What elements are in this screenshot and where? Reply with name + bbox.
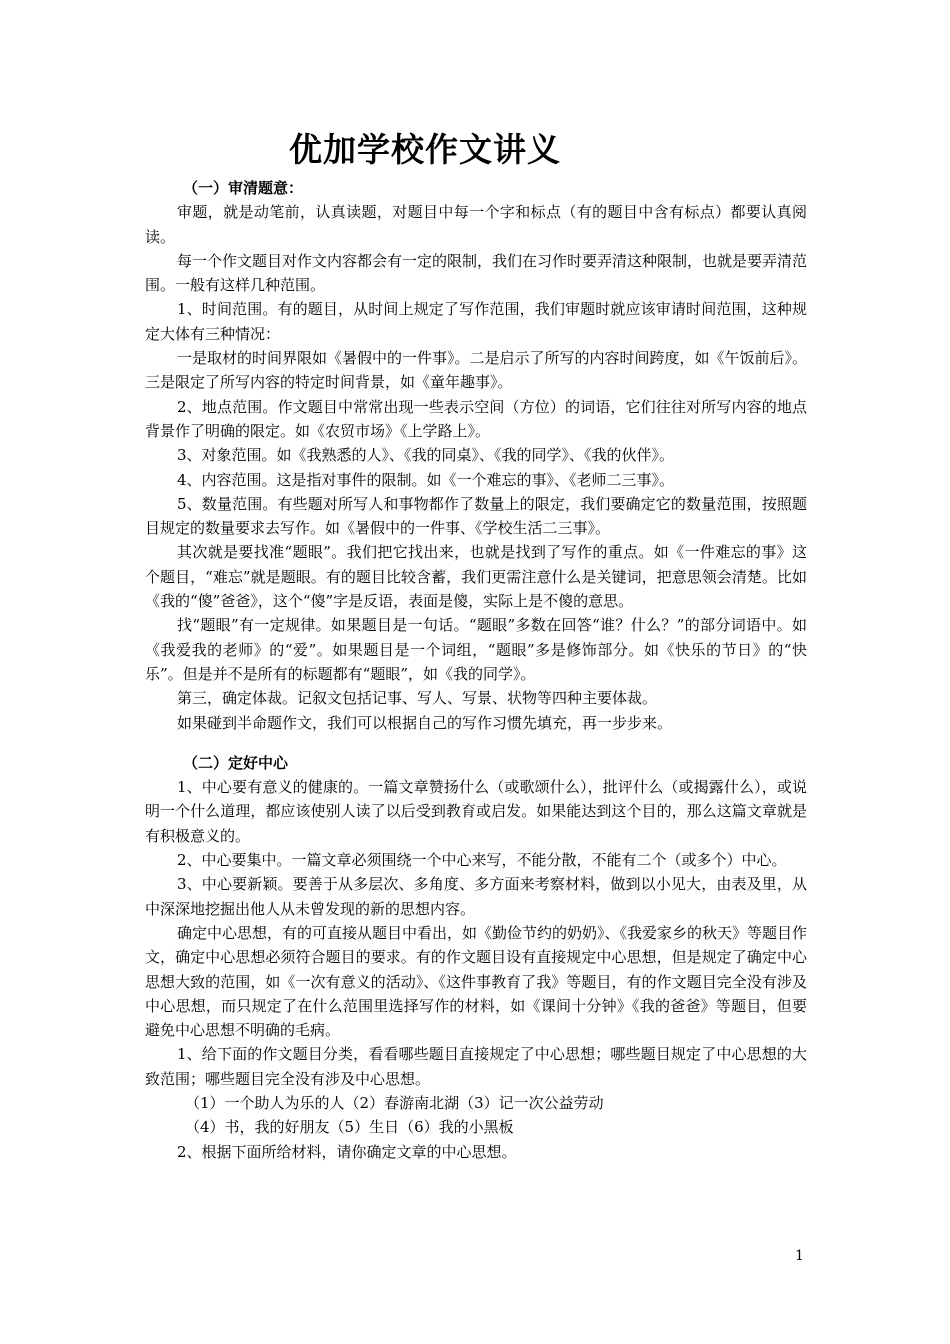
paragraph-gap: [145, 735, 807, 751]
document-title: 优加学校作文讲义: [289, 130, 561, 169]
paragraph: 1、中心要有意义的健康的。一篇文章赞扬什么（或歌颂什么），批评什么（或揭露什么），或说明一个什么道理，都应该使别人读了以后受到教育或启发。如果能达到这个目的，那么这篇文章就是有积极意义的。: [145, 778, 807, 845]
page-number: 1: [795, 1248, 804, 1264]
exercise-line: （4）书，我的好朋友（5）生日（6）我的小黑板: [185, 1118, 514, 1137]
paragraph: 其次就是要找准“题眼”。我们把它找出来，也就是找到了写作的重点。如《一件难忘的事》这个题目，“难忘”就是题眼。有的题目比较含蓄，我们更需注意什么是关键词，把意思领会清楚。比如《我的“傻”爸爸》，这个“傻”字是反语，表面是傻，实际上是不傻的意思。: [145, 543, 807, 611]
paragraph: 2、根据下面所给材料，请你确定文章的中心思想。: [177, 1142, 517, 1161]
paragraph: 3、中心要新颖。要善于从多层次、多角度、多方面来考察材料，做到以小见大，由表及里，从中深深地挖掘出他人从未曾发现的新的思想内容。: [145, 875, 807, 918]
paragraph: 1、时间范围。有的题目，从时间上规定了写作范围，我们审题时就应该审请时间范围，这种规定大体有三种情况：: [145, 300, 807, 343]
paragraph: 1、给下面的作文题目分类，看看哪些题目直接规定了中心思想；哪些题目规定了中心思想的大致范围；哪些题目完全没有涉及中心思想。: [145, 1045, 807, 1088]
exercise-line: （1）一个助人为乐的人（2）春游南北湖（3）记一次公益劳动: [185, 1093, 604, 1112]
section-heading: （二）定好中心: [183, 753, 289, 772]
paragraph: 2、地点范围。作文题目中常常出现一些表示空间（方位）的词语，它们往往对所写内容的地点背景作了明确的限定。如《农贸市场》《上学路上》。: [145, 397, 807, 440]
section-heading: （一）审清题意：: [183, 179, 304, 197]
paragraph: 2、中心要集中。一篇文章必须围绕一个中心来写，不能分散，不能有二个（或多个）中心。: [177, 851, 787, 870]
paragraph: 第三，确定体裁。记叙文包括记事、写人、写景、状物等四种主要体裁。: [177, 689, 658, 708]
paragraph: 每一个作文题目对作文内容都会有一定的限制，我们在习作时要弄清这种限制，也就是要弄清范围。一般有这样几种范围。: [145, 251, 808, 295]
paragraph: 确定中心思想，有的可直接从题目中看出，如《勤俭节约的奶奶》、《我爱家乡的秋天》等题目作文，确定中心思想必须符合题目的要求。有的作文题目设有直接规定中心思想，但是规定了确定中心思想大致的范围，如《一次有意义的活动》、《这件事教育了我》等题目，有的作文题目完全没有涉及中心思想，而只规定了在什么范围里选择写作的材料，如《课间十分钟》《我的爸爸》等题目，但要避免中心思想不明确的毛病。: [145, 923, 808, 1040]
document-body: [145, 176, 807, 1164]
paragraph: 审题，就是动笔前，认真读题，对题目中每一个字和标点（有的题目中含有标点）都要认真阅读。: [145, 203, 807, 246]
paragraph: 一是取材的时间界限如《暑假中的一件事》。二是启示了所写的内容时间跨度，如《午饭前后》。三是限定了所写内容的特定时间背景，如《童年趣事》。: [145, 349, 808, 392]
paragraph: 找“题眼”有一定规律。如果题目是一句话。“题眼”多数在回答“谁？什么？”的部分词语中。如《我爱我的老师》的“爱”。如果题目是一个词组，“题眼”多是修饰部分。如《快乐的节日》的“快乐”。但是并不是所有的标题都有“题眼”，如《我的同学》。: [145, 616, 807, 683]
paragraph: 3、对象范围。如《我熟悉的人》、《我的同桌》、《我的同学》、《我的伙伴》。: [177, 446, 675, 465]
paragraph: 如果碰到半命题作文，我们可以根据自己的写作习惯先填充，再一步步来。: [177, 713, 673, 732]
paragraph: 4、内容范围。这是指对事件的限制。如《一个难忘的事》、《老师二三事》。: [177, 470, 675, 489]
paragraph: 5、数量范围。有些题对所写人和事物都作了数量上的限定，我们要确定它的数量范围，按照题目规定的数量要求去写作。如《暑假中的一件事、《学校生活二三事》。: [145, 494, 807, 538]
